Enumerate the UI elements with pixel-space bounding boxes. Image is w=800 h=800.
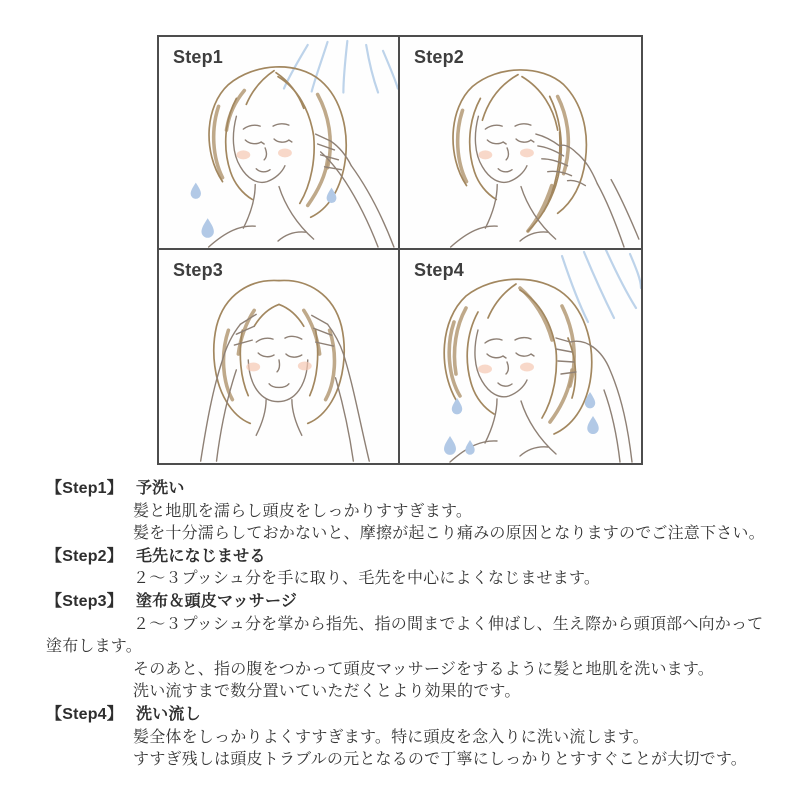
step3-label: 【Step3】	[46, 592, 123, 610]
cell-step4-label: Step4	[414, 260, 465, 280]
step4-title: 洗い流し	[135, 705, 201, 723]
step-illustration-grid	[157, 35, 643, 465]
illustration-step1-prewash	[159, 37, 398, 248]
step3-title: 塗布＆頭皮マッサージ	[135, 592, 298, 610]
step4-line: 髪全体をしっかりよくすすぎます。特に頭皮を念入りに洗い流します。	[133, 728, 650, 746]
step2-label: 【Step2】	[46, 547, 123, 565]
step3-line: ２〜３プッシュ分を掌から指先、指の間までよく伸ばし、生え際から頭頂部へ向かって	[133, 615, 764, 633]
illustration-step2-apply-ends	[400, 37, 641, 248]
step2-line: ２〜３プッシュ分を手に取り、毛先を中心によくなじませます。	[133, 570, 601, 588]
cell-step3-label: Step3	[173, 260, 224, 280]
step1-line: 髪を十分濡らしておかないと、摩擦が起こり痛みの原因となりますのでご注意下さい。	[133, 525, 765, 543]
step3-line: そのあと、指の腹をつかって頭皮マッサージをするように髪と地肌を洗います。	[133, 660, 714, 678]
cell-step4	[400, 250, 641, 463]
step4-label: 【Step4】	[46, 705, 123, 723]
step1-line: 髪と地肌を濡らし頭皮をしっかりすすぎます。	[133, 502, 473, 520]
step-descriptions	[46, 478, 765, 772]
cell-step2-label: Step2	[414, 47, 465, 67]
cell-step2	[400, 37, 641, 250]
step3-line: 洗い流すまで数分置いていただくとより効果的です。	[133, 683, 521, 701]
step1-title: 予洗い	[135, 480, 185, 497]
cell-step1	[159, 37, 400, 250]
step1-header	[46, 478, 762, 501]
step3-line-wrap: 塗布します。	[46, 638, 142, 656]
step4-line: すすぎ残しは頭皮トラブルの元となるので丁寧にしっかりとすすぐことが大切です。	[133, 751, 748, 769]
step3-header	[46, 591, 762, 614]
cell-step3	[159, 250, 400, 463]
illustration-step4-rinse	[400, 250, 641, 463]
step2-header	[46, 546, 762, 569]
step2-title: 毛先になじませる	[135, 547, 266, 565]
step4-header	[46, 704, 762, 727]
step1-label: 【Step1】	[46, 480, 123, 497]
illustration-step3-scalp-massage	[159, 250, 398, 463]
cell-step1-label: Step1	[173, 47, 224, 67]
